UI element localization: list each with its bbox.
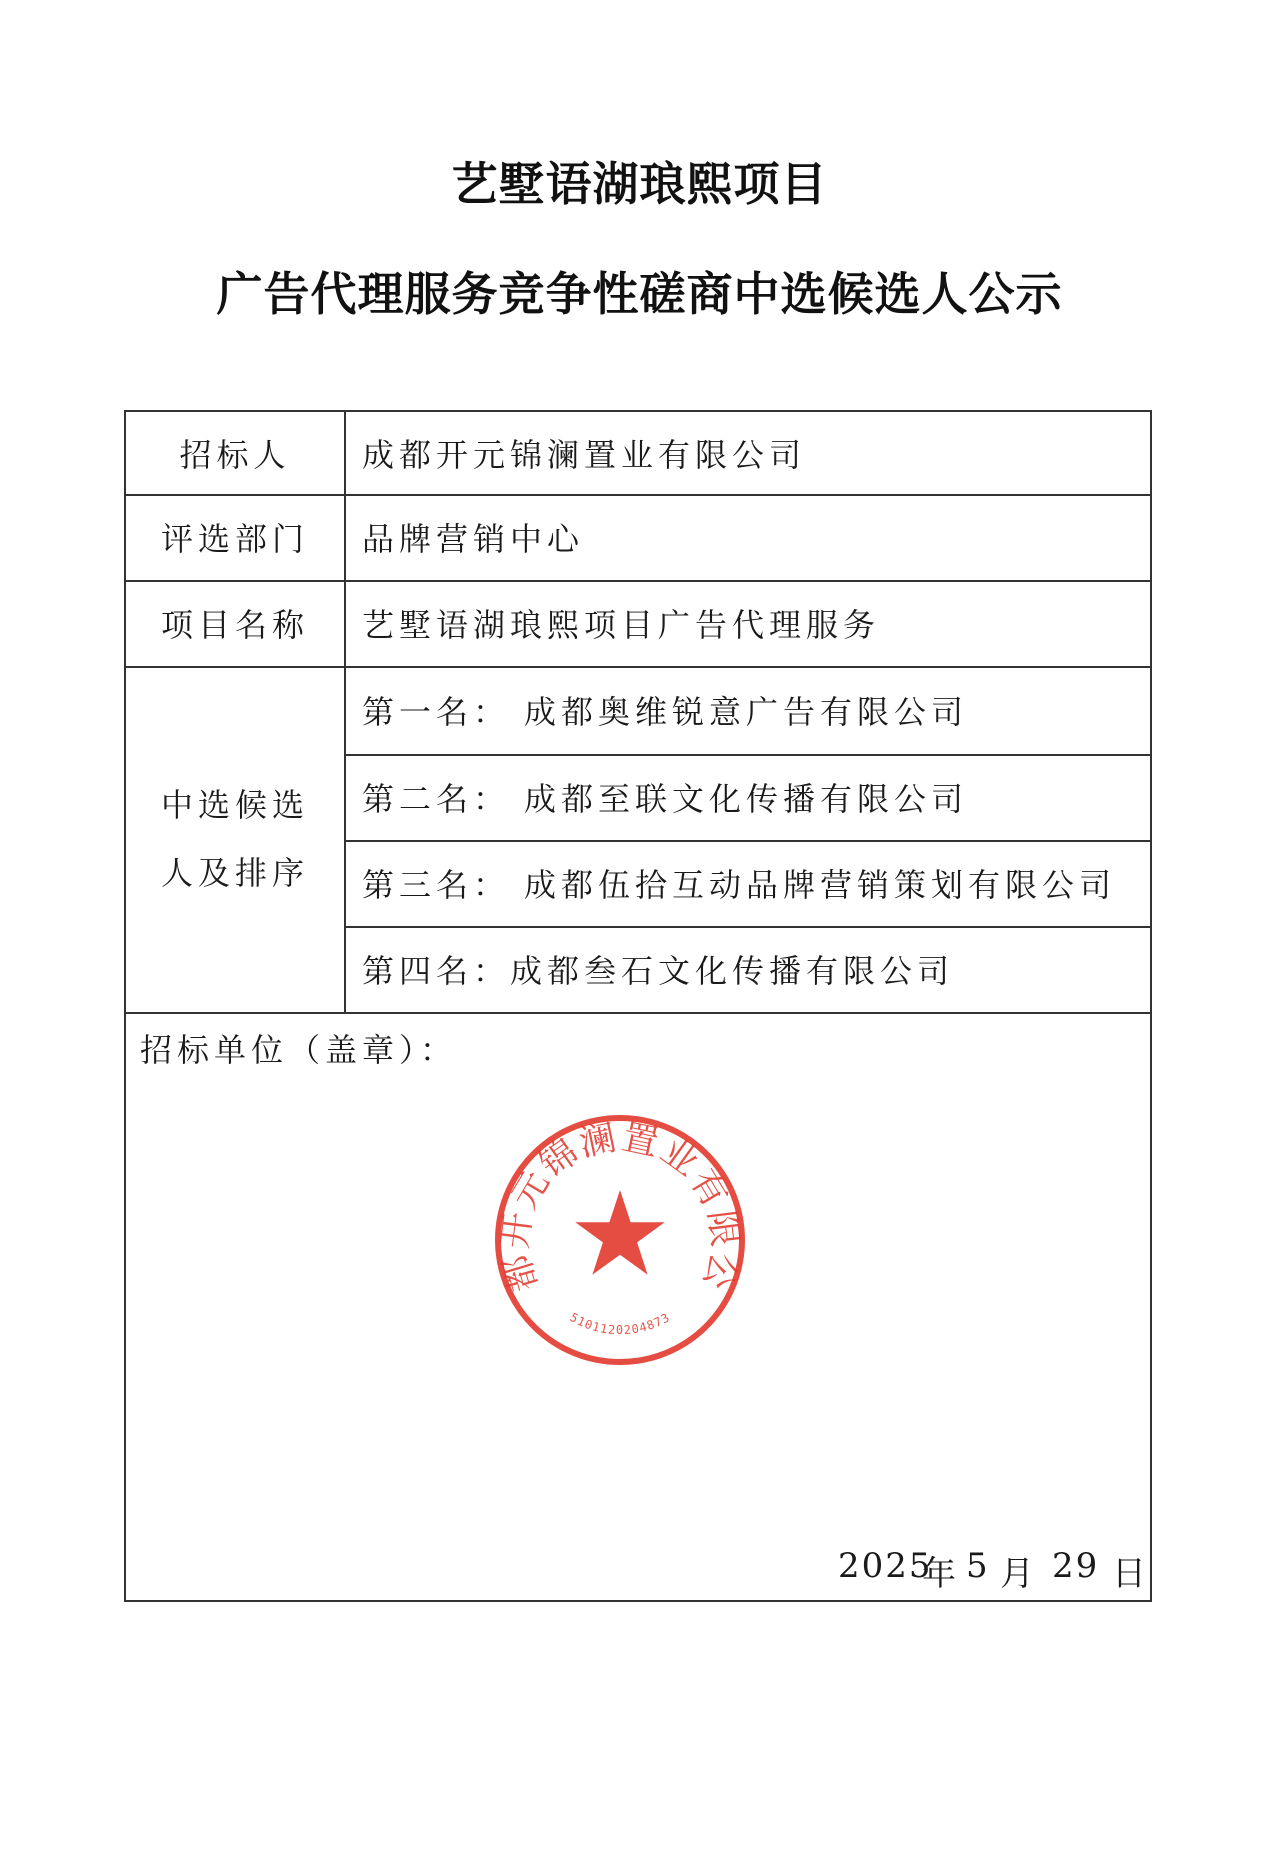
project-value: 艺墅语湖琅熙项目广告代理服务	[362, 606, 881, 644]
candidates-label-line-1: 中选候选	[160, 786, 309, 824]
seal-ring-text: 都开元锦澜置业有限公	[494, 1116, 746, 1297]
seal-graphic	[490, 1110, 750, 1370]
company-seal	[490, 1110, 750, 1370]
candidate-rank: 第三名：	[362, 866, 511, 904]
dept-value: 品牌营销中心	[362, 520, 585, 558]
tenderer-label: 招标人	[179, 436, 291, 474]
title-line-1: 艺墅语湖琅熙项目	[451, 157, 828, 211]
date-month: 5	[966, 1546, 990, 1586]
candidate-name: 成都奥维锐意广告有限公司	[524, 693, 969, 731]
tenderer-value: 成都开元锦澜置业有限公司	[362, 436, 807, 474]
dept-label: 评选部门	[160, 520, 309, 558]
candidate-row	[362, 840, 1116, 926]
candidate-row	[362, 754, 968, 840]
seal-code: 5101120204873	[567, 1310, 673, 1338]
announcement-table	[124, 410, 1152, 1602]
candidate-name: 成都叁石文化传播有限公司	[510, 952, 955, 990]
candidate-rank: 第二名：	[362, 780, 511, 818]
date-month-unit: 月	[1000, 1554, 1036, 1594]
candidate-row	[362, 666, 968, 754]
seal-star-icon	[575, 1190, 664, 1275]
date-day: 29	[1052, 1546, 1100, 1586]
candidates-label-line-2: 人及排序	[160, 854, 309, 892]
date-day-unit: 日	[1112, 1554, 1148, 1594]
candidate-rank: 第一名：	[362, 693, 511, 731]
candidate-row	[362, 926, 954, 1012]
project-label: 项目名称	[160, 606, 309, 644]
row-divider	[126, 1012, 1150, 1014]
date-year: 2025	[838, 1546, 933, 1586]
seal-label: 招标单位（盖章）：	[140, 1031, 458, 1069]
candidates-label	[126, 666, 344, 1012]
candidate-name: 成都伍拾互动品牌营销策划有限公司	[524, 866, 1117, 904]
title-line-2: 广告代理服务竞争性磋商中选候选人公示	[216, 267, 1063, 321]
candidate-name: 成都至联文化传播有限公司	[524, 780, 969, 818]
date-year-unit: 年	[922, 1554, 958, 1594]
candidate-rank: 第四名：	[362, 952, 511, 990]
column-divider	[344, 412, 346, 1012]
